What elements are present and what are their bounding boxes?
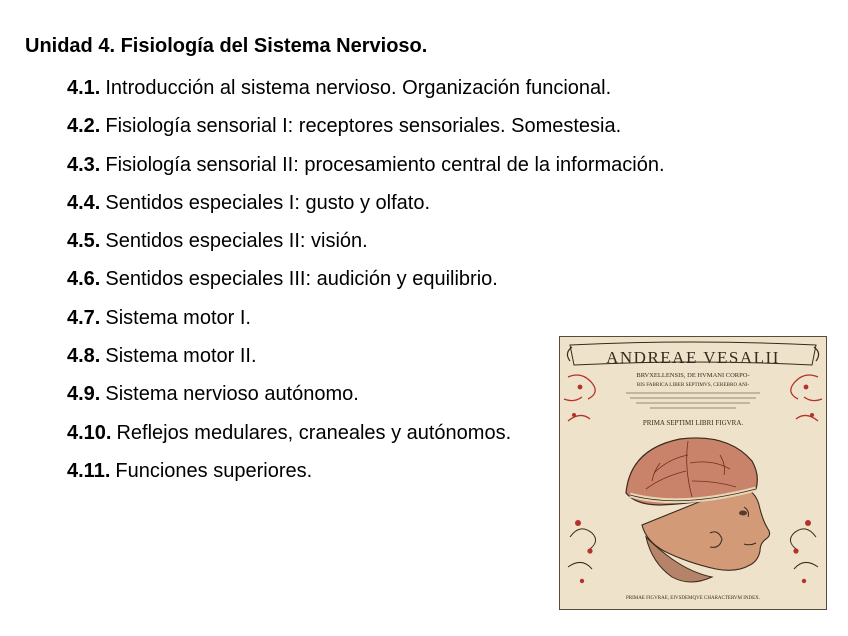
item-number: 4.2.	[67, 115, 101, 138]
item-number: 4.5.	[67, 230, 101, 253]
item-text: Introducción al sistema nervioso. Organización funcional.	[105, 77, 612, 99]
item-text: Sentidos especiales III: audición y equilibrio.	[105, 268, 498, 291]
item-text: Fisiología sensorial I: receptores sensoriales. Somestesia.	[105, 115, 622, 138]
item-number: 4.3.	[67, 153, 101, 176]
plate-footer: PRIMAE FIGVRAE, EIVSDEMQVE CHARACTERVM INDEX.	[625, 596, 761, 601]
item-number: 4.11.	[67, 459, 111, 482]
anatomical-plate	[560, 337, 826, 609]
item-number: 4.7.	[67, 306, 101, 329]
list-item	[67, 226, 665, 264]
list-item	[67, 188, 665, 226]
plate-caption: PRIMA SEPTIMI LIBRI FIGVRA.	[642, 419, 744, 427]
item-number: 4.1.	[67, 77, 101, 99]
item-text: Sistema motor II.	[105, 345, 257, 368]
item-text: Sentidos especiales I: gusto y olfato.	[105, 191, 430, 214]
list-item	[67, 111, 665, 149]
item-text: Fisiología sensorial II: procesamiento central de la información.	[105, 153, 665, 176]
item-number: 4.6.	[67, 268, 101, 291]
plate-line-2: RIS FABRICA LIBER SEPTIMVS, CEREBRO ANI-	[636, 382, 750, 388]
item-text: Sistema nervioso autónomo.	[105, 383, 359, 406]
item-text: Funciones superiores.	[115, 459, 313, 482]
plate-heading: ANDREAE VESALII	[606, 348, 780, 367]
item-number: 4.10.	[67, 421, 112, 444]
list-item	[67, 73, 665, 111]
item-text: Sentidos especiales II: visión.	[105, 230, 368, 253]
item-number: 4.8.	[67, 345, 101, 368]
list-item	[67, 264, 665, 302]
unit-title: Unidad 4. Fisiología del Sistema Nervioso.	[25, 35, 428, 57]
item-text: Sistema motor I.	[105, 306, 251, 329]
item-number: 4.9.	[67, 383, 101, 406]
item-text: Reflejos medulares, craneales y autónomos.	[116, 421, 512, 444]
item-number: 4.4.	[67, 191, 101, 214]
vesalius-brain-illustration	[559, 336, 827, 610]
plate-line-1: BRVXELLENSIS, DE HVMANI CORPO-	[636, 372, 750, 379]
list-item	[67, 150, 665, 188]
